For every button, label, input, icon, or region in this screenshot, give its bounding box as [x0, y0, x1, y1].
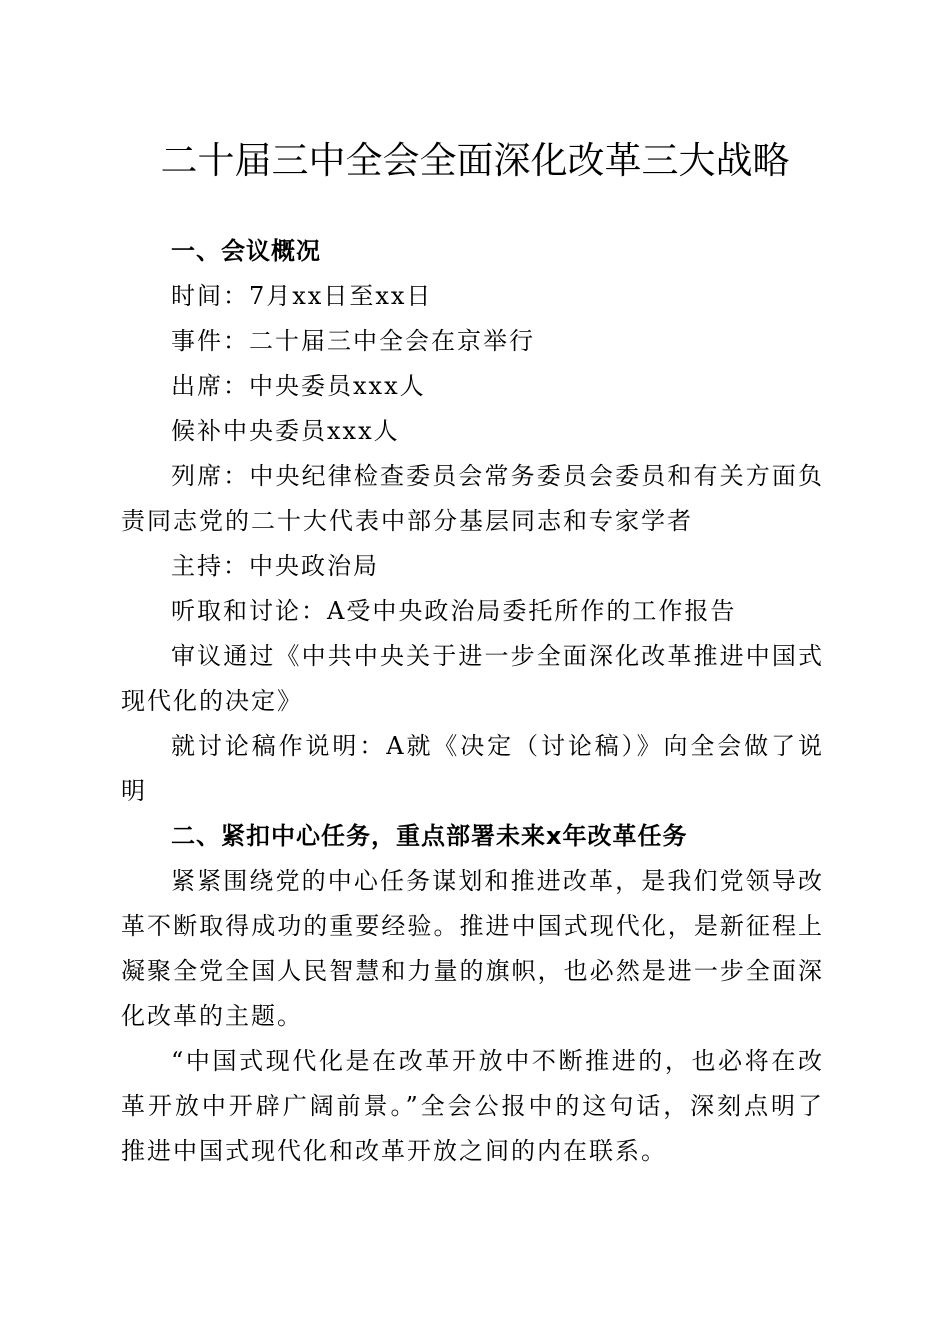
body-paragraph: 紧紧围绕党的中心任务谋划和推进改革，是我们党领导改革不断取得成功的重要经验。推进中国式现代化，是新征程上凝聚全党全国人民智慧和力量的旗帜，也必然是进一步全面深化改革的主题。	[121, 867, 824, 1030]
meeting-observers: 列席：中央纪律检查委员会常务委员会委员和有关方面负责同志党的二十大代表中部分基层同志和专家学者	[121, 462, 824, 535]
document-title: 二十届三中全会全面深化改革三大战略	[160, 139, 790, 182]
section-heading-tasks: 二、紧扣中心任务，重点部署未来x年改革任务	[171, 822, 688, 850]
meeting-event: 事件：二十届三中全会在京举行	[171, 327, 535, 355]
meeting-report: 听取和讨论：A受中央政治局委托所作的工作报告	[171, 597, 737, 625]
section-heading-overview: 一、会议概况	[171, 237, 321, 265]
meeting-alternate-members: 候补中央委员xxx人	[171, 417, 400, 445]
meeting-attendance: 出席：中央委员xxx人	[171, 372, 426, 400]
meeting-host: 主持：中央政治局	[171, 552, 379, 580]
meeting-time: 时间：7月xx日至xx日	[171, 282, 433, 310]
document-body	[121, 229, 824, 1174]
body-paragraph: “中国式现代化是在改革开放中不断推进的，也必将在改革开放中开辟广阔前景。”全会公报中的这句话，深刻点明了推进中国式现代化和改革开放之间的内在联系。	[121, 1047, 824, 1165]
meeting-explanation: 就讨论稿作说明：A就《决定（讨论稿）》向全会做了说明	[121, 732, 824, 805]
meeting-decision: 审议通过《中共中央关于进一步全面深化改革推进中国式现代化的决定》	[121, 642, 824, 715]
